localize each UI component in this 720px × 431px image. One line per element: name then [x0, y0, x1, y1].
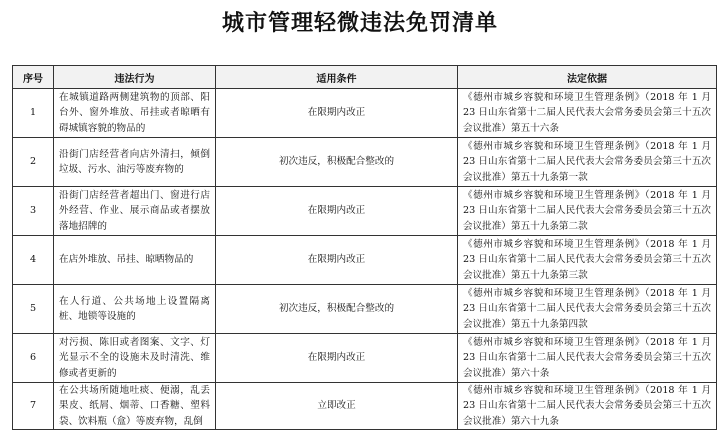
header-act: 违法行为	[54, 66, 216, 89]
table-row	[13, 187, 717, 236]
table-row	[13, 89, 717, 138]
row-act: 在公共场所随地吐痰、便溺，乱丢果皮、纸屑、烟蒂、口香糖、塑料袋、饮料瓶（盒）等废弃物，乱倒	[54, 383, 216, 430]
row-act: 对污损、陈旧或者图案、文字、灯光显示不全的设施未及时清洗、维修或者更新的	[54, 334, 216, 383]
row-no: 2	[13, 138, 54, 187]
row-basis: 《德州市城乡容貌和环境卫生管理条例》（2018 年 1 月 23 日山东省第十二届人民代表大会常务委员会第三十五次会议批准）第五十九条第一款	[458, 138, 717, 187]
row-cond: 在限期内改正	[216, 236, 458, 285]
row-basis: 《德州市城乡容貌和环境卫生管理条例》（2018 年 1 月 23 日山东省第十二届人民代表大会常务委员会第三十五次会议批准）第六十九条	[458, 383, 717, 430]
header-basis: 法定依据	[458, 66, 717, 89]
row-basis: 《德州市城乡容貌和环境卫生管理条例》（2018 年 1 月 23 日山东省第十二届人民代表大会常务委员会第三十五次会议批准）第六十条	[458, 334, 717, 383]
row-cond: 初次违反，积极配合整改的	[216, 285, 458, 334]
table-header-row	[13, 66, 717, 89]
row-act: 在人行道、公共场地上设置隔离桩、地锁等设施的	[54, 285, 216, 334]
row-no: 5	[13, 285, 54, 334]
row-no: 6	[13, 334, 54, 383]
row-cond: 在限期内改正	[216, 334, 458, 383]
row-cond: 立即改正	[216, 383, 458, 430]
row-act: 沿街门店经营者向店外清扫，倾倒垃圾、污水、油污等废弃物的	[54, 138, 216, 187]
row-no: 1	[13, 89, 54, 138]
row-act: 在城镇道路两侧建筑物的顶部、阳台外、窗外堆放、吊挂或者晾晒有碍城镇容貌的物品的	[54, 89, 216, 138]
table-row	[13, 285, 717, 334]
row-no: 7	[13, 383, 54, 430]
row-basis: 《德州市城乡容貌和环境卫生管理条例》（2018 年 1 月 23 日山东省第十二届人民代表大会常务委员会第三十五次会议批准）第五十九条第三款	[458, 236, 717, 285]
header-cond: 适用条件	[216, 66, 458, 89]
exemption-list-table	[12, 65, 717, 430]
row-basis: 《德州市城乡容貌和环境卫生管理条例》（2018 年 1 月 23 日山东省第十二届人民代表大会常务委员会第三十五次会议批准）第五十九条第四款	[458, 285, 717, 334]
table-row	[13, 236, 717, 285]
row-no: 4	[13, 236, 54, 285]
row-basis: 《德州市城乡容貌和环境卫生管理条例》（2018 年 1 月 23 日山东省第十二届人民代表大会常务委员会第三十五次会议批准）第五十九条第二款	[458, 187, 717, 236]
row-cond: 在限期内改正	[216, 89, 458, 138]
row-act: 沿街门店经营者超出门、窗进行店外经营、作业、展示商品或者摆放落地招牌的	[54, 187, 216, 236]
table-row	[13, 334, 717, 383]
header-no: 序号	[13, 66, 54, 89]
row-act: 在店外堆放、吊挂、晾晒物品的	[54, 236, 216, 285]
document-title: 城市管理轻微违法免罚清单	[221, 11, 498, 36]
table-row	[13, 138, 717, 187]
row-basis: 《德州市城乡容貌和环境卫生管理条例》（2018 年 1 月 23 日山东省第十二届人民代表大会常务委员会第三十五次会议批准）第五十六条	[458, 89, 717, 138]
row-cond: 初次违反，积极配合整改的	[216, 138, 458, 187]
row-no: 3	[13, 187, 54, 236]
row-cond: 在限期内改正	[216, 187, 458, 236]
table-row	[13, 383, 717, 430]
